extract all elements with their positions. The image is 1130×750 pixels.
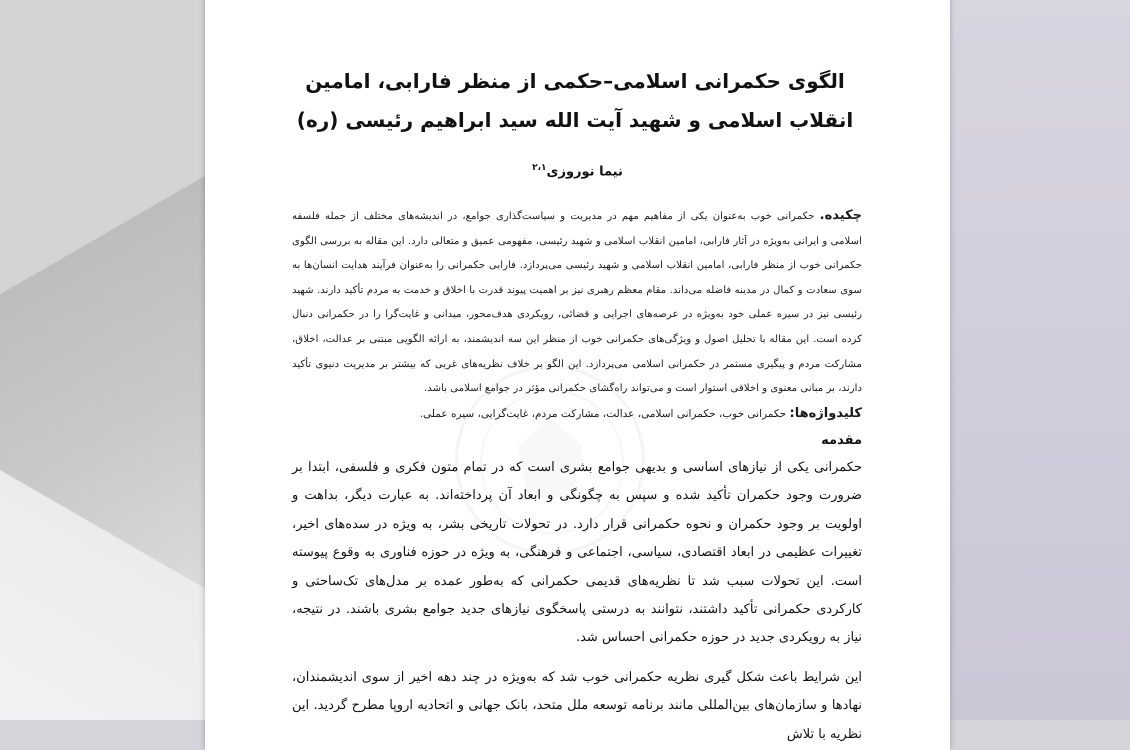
author-line (205, 163, 950, 179)
paper-title: الگوی حکمرانی اسلامی–حکمی از منظر فارابی، امامین انقلاب اسلامی و شهید آیت الله سید ابراهیم رئیسی (ره) (296, 69, 854, 132)
introduction-paragraph-2: این شرایط باعث شکل گیری نظریه حکمرانی خوب شد که به‌ویژه در چند دهه اخیر از سوی اندیشمندان، نهادها و سازمان‌های بین‌المللی مانند برنامه توسعه ملل متحد، بانک جهانی و اتحادیه اروپا مطرح گردید. این نظریه با تلاش (292, 670, 862, 742)
keywords-label: کلیدواژه‌ها: (789, 406, 862, 421)
keywords (292, 402, 862, 426)
document-page[interactable] (205, 0, 950, 750)
viewer-right-margin (950, 0, 1130, 720)
introduction-paragraph-1: حکمرانی یکی از نیازهای اساسی و بدیهی جوامع بشری است که در تمام متون فکری و فلسفی، ابتدا بر ضرورت وجود حکمران تأکید شده و سپس به چگونگی و ابعاد آن پرداخته‌اند. به عبارت دیگر، بداهت و اولویت بر وجود حکمران و نحوه حکمرانی قرار دارد. در تحولات تاریخی بشر، به ویژه در سده‌های اخیر، تغییرات عظیمی در ابعاد اقتصادی، سیاسی، اجتماعی و فرهنگی، به ویژه در حوزه فناوری به وقوع پیوسته است. این تحولات سبب شد تا نظریه‌های قدیمی حکمرانی که به‌طور عمده بر مدل‌های تک‌ساحتی و کارکردی حکمرانی تأکید داشتند، نتوانند به درستی پاسخگوی نیازهای جدید جوامع بشری باشند. در نتیجه، نیاز به رویکردی جدید در حوزه حکمرانی احساس شد. (292, 460, 862, 646)
abstract (292, 204, 862, 402)
author-name: نیما نوروزی (546, 164, 623, 180)
abstract-text: حکمرانی خوب به‌عنوان یکی از مفاهیم مهم در مدیریت و سیاست‌گذاری جوامع، در اندیشه‌های مختلف از جمله فلسفه اسلامی و ایرانی به‌ویژه در آثار فارابی، امامین انقلاب اسلامی و شهید رئیسی، مفهومی عمیق و متعالی دارد. این مقاله به بررسی الگوی حکمرانی خوب از منظر فارابی، امامین انقلاب اسلامی و شهید رئیسی می‌پردازد. فارابی حکمرانی را به‌عنوان فرآیند هدایت انسان‌ها به سوی سعادت و کمال در مدینه فاضله می‌داند. مقام معظم رهبری نیز بر اهمیت پیوند قدرت با اخلاق و خدمت به مردم تأکید دارند. شهید رئیسی نیز در سیره عملی خود به‌ویژه در عرصه‌های اجرایی و قضائی، رویکردی هدف‌محور، میدانی و غایت‌گرا را در حکمرانی دنبال کرده است. این مقاله با تحلیل اصول و ویژگی‌های حکمرانی خوب از منظر این سه اندیشمند، به ارائه الگویی مبتنی بر عدالت، اخلاق، مشارکت مردم و پیگیری مستمر در حکمرانی اسلامی می‌پردازد. این الگو بر خلاف نظریه‌های غربی که بیشتر بر مدیریت دنیوی تأکید دارند، بر مبانی معنوی و اخلاقی استوار است و می‌تواند راه‌گشای حکمرانی مؤثر در جوامع اسلامی باشد. (292, 211, 862, 395)
author-affiliation-marks: ۲،۱ (532, 163, 547, 173)
viewer-left-decoration (0, 0, 205, 720)
keywords-text: حکمرانی خوب، حکمرانی اسلامی، عدالت، مشارکت مردم، غایت‌گرایی، سیره عملی. (419, 408, 790, 420)
section-heading-introduction: مقدمه (821, 433, 862, 448)
abstract-label: چکیده. (819, 208, 862, 223)
